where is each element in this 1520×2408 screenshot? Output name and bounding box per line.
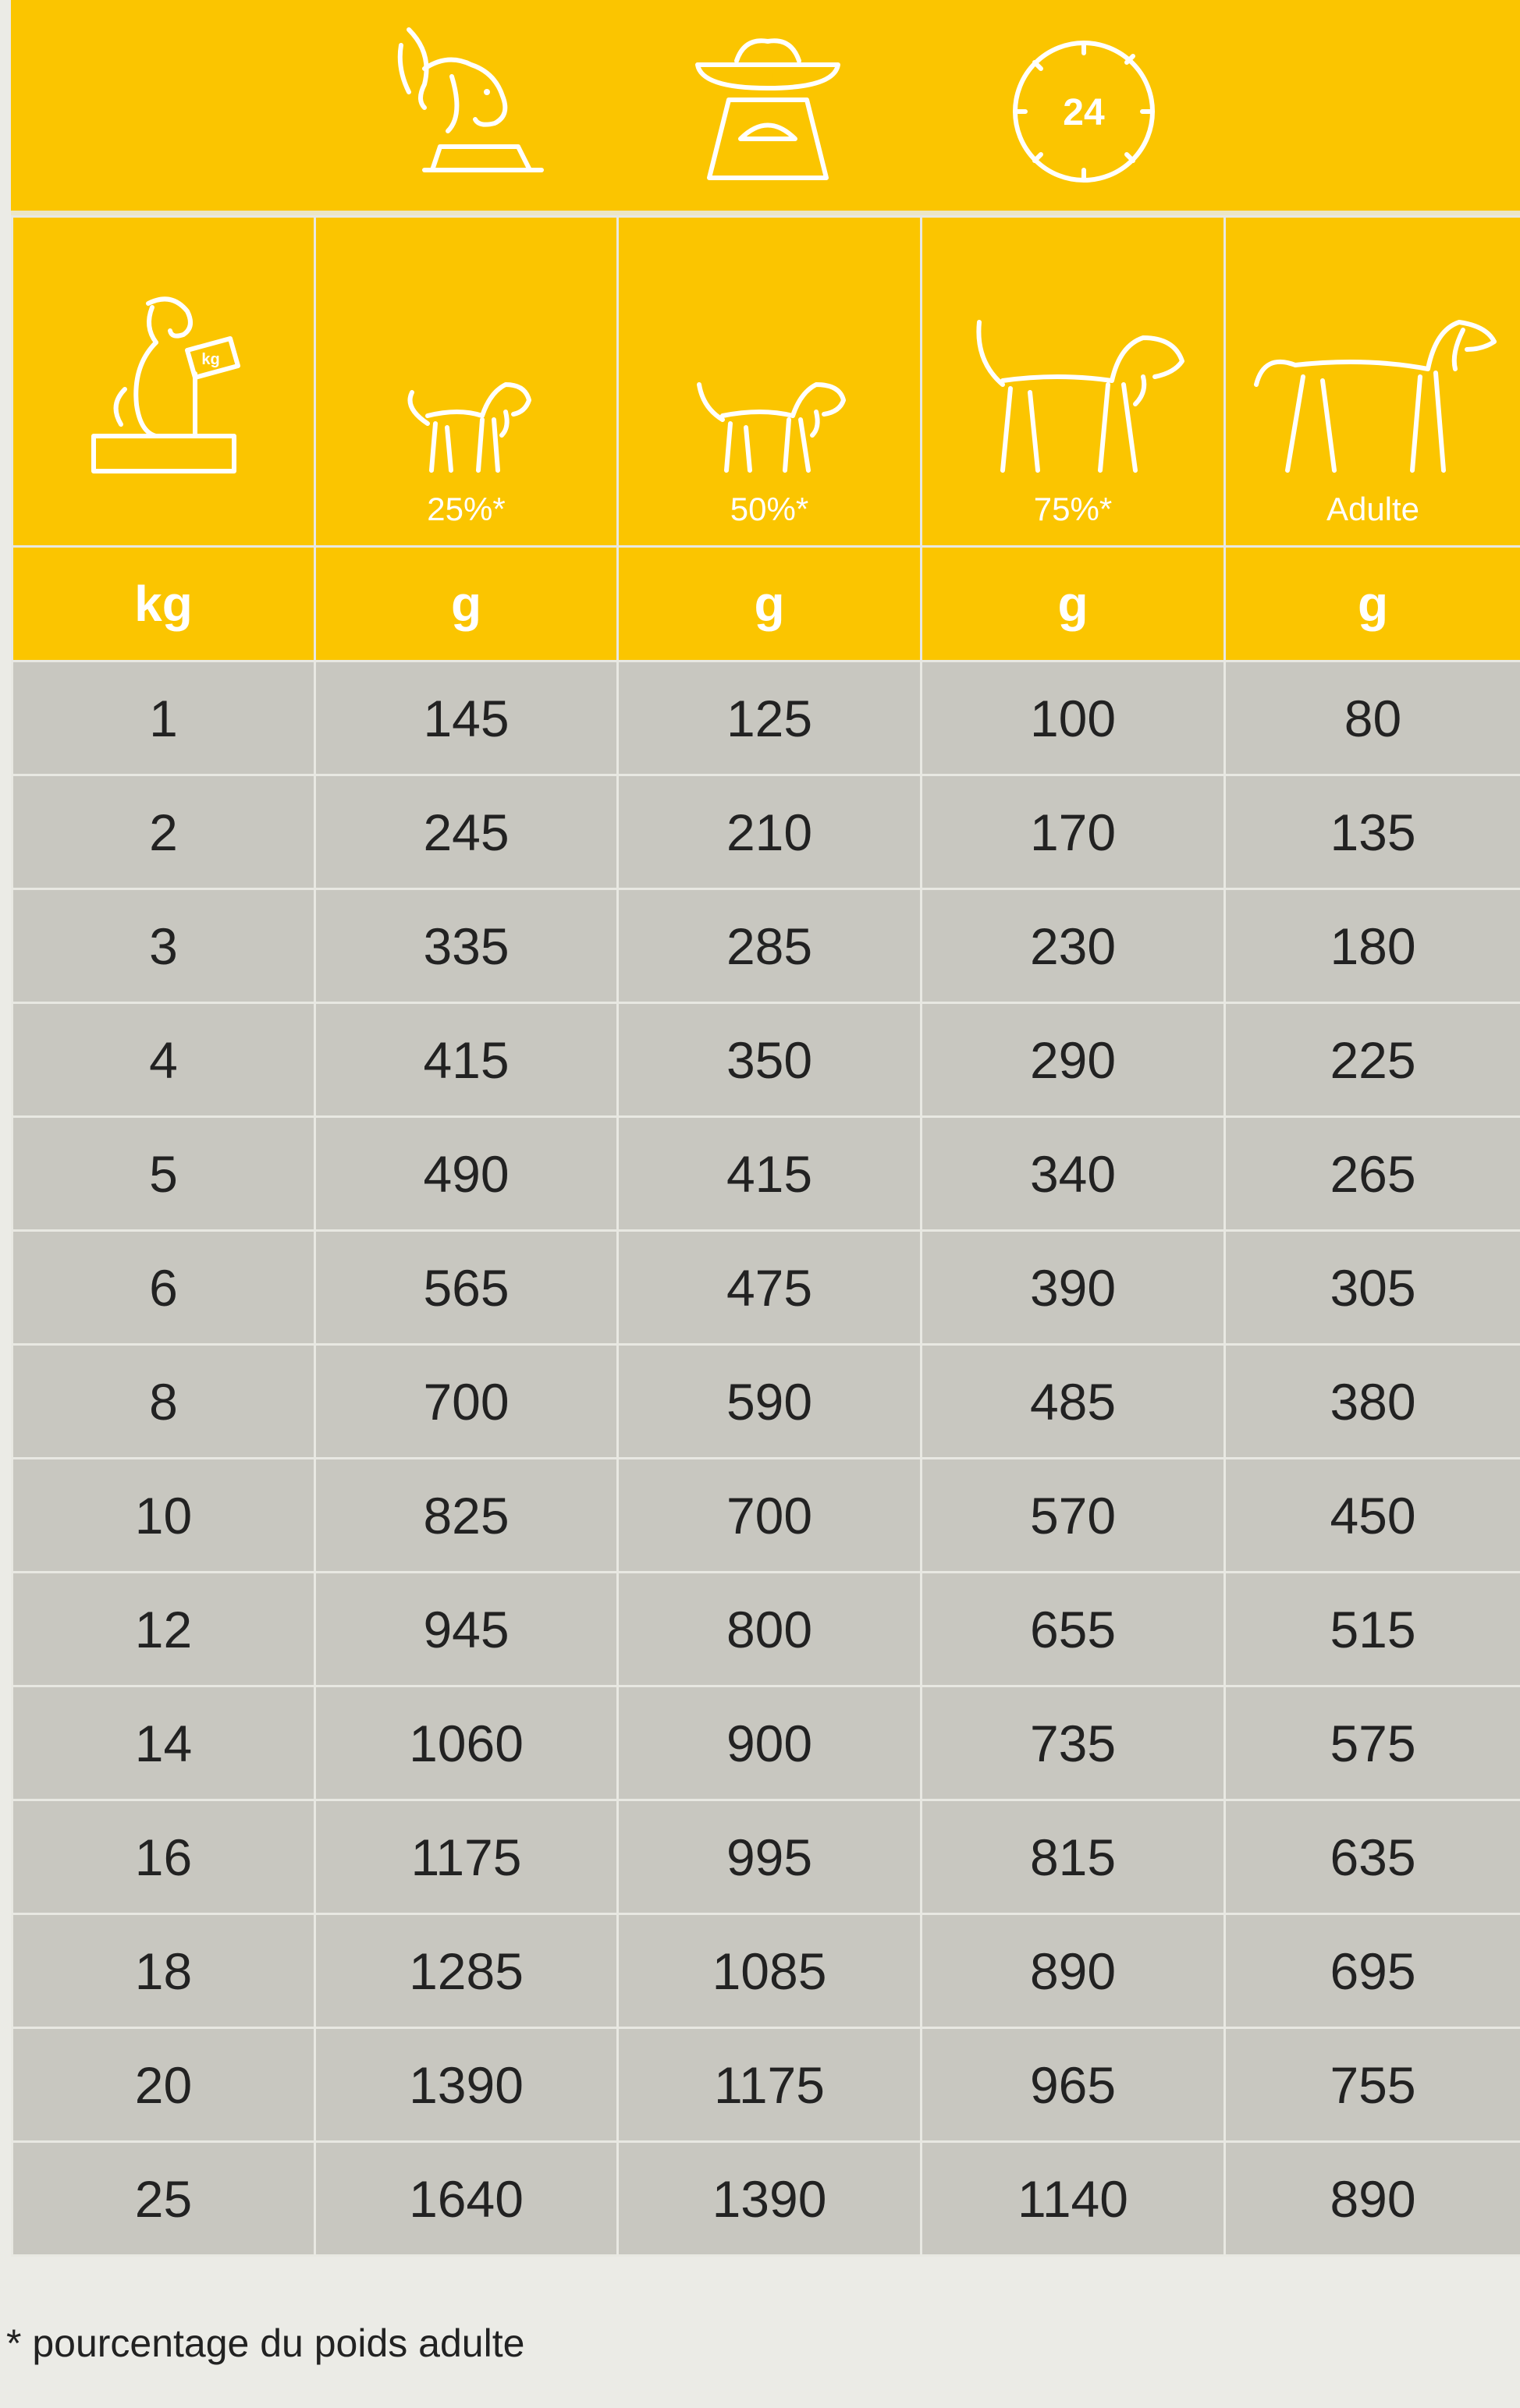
ration-cell: 1390 [618, 2142, 922, 2256]
ration-cell: 735 [922, 1686, 1225, 1800]
ration-cell: 945 [315, 1573, 618, 1686]
ration-cell: 590 [618, 1345, 922, 1459]
ration-cell: 800 [618, 1573, 922, 1686]
feeding-table-sheet [11, 0, 1520, 2257]
table-row [12, 2142, 1520, 2256]
puppy-small-icon [389, 353, 545, 486]
header-cell-adult [1225, 217, 1520, 547]
table-row [12, 661, 1520, 775]
table-row [12, 1800, 1520, 1914]
ration-cell: 995 [618, 1800, 922, 1914]
icon-header-row [12, 217, 1520, 547]
weight-cell: 3 [12, 889, 315, 1003]
ration-cell: 125 [618, 661, 922, 775]
footnote: * pourcentage du poids adulte [6, 2321, 525, 2365]
ration-cell: 265 [1225, 1117, 1520, 1231]
clock-label: 24 [1063, 92, 1105, 133]
weight-cell: 18 [12, 1914, 315, 2028]
ration-cell: 245 [315, 775, 618, 889]
adult-dog-icon [1248, 307, 1498, 486]
ration-cell: 1085 [618, 1914, 922, 2028]
header-cell-75 [922, 217, 1225, 547]
ration-cell: 135 [1225, 775, 1520, 889]
unit-cell: g [922, 547, 1225, 661]
ration-cell: 80 [1225, 661, 1520, 775]
ration-cell: 1060 [315, 1686, 618, 1800]
unit-row [12, 547, 1520, 661]
kg-badge: kg [201, 351, 220, 368]
ration-cell: 380 [1225, 1345, 1520, 1459]
ration-cell: 340 [922, 1117, 1225, 1231]
ration-cell: 825 [315, 1459, 618, 1573]
puppy-large-icon [956, 307, 1190, 486]
dog-on-scale-icon [78, 280, 250, 483]
weight-cell: 25 [12, 2142, 315, 2256]
weight-cell: 10 [12, 1459, 315, 1573]
food-scale-icon [682, 22, 854, 193]
dog-eating-icon [378, 22, 565, 193]
table-row [12, 1459, 1520, 1573]
unit-cell: g [1225, 547, 1520, 661]
ration-cell: 180 [1225, 889, 1520, 1003]
ration-cell: 225 [1225, 1003, 1520, 1117]
ration-cell: 170 [922, 775, 1225, 889]
ration-cell: 695 [1225, 1914, 1520, 2028]
header-cell-25 [315, 217, 618, 547]
header-cell-50 [618, 217, 922, 547]
ration-cell: 575 [1225, 1686, 1520, 1800]
ration-cell: 700 [315, 1345, 618, 1459]
ration-cell: 285 [618, 889, 922, 1003]
table-row [12, 2028, 1520, 2142]
ration-cell: 655 [922, 1573, 1225, 1686]
feeding-table [11, 215, 1520, 2257]
clock-24-icon [1002, 22, 1166, 186]
ration-cell: 350 [618, 1003, 922, 1117]
weight-cell: 12 [12, 1573, 315, 1686]
unit-cell: g [315, 547, 618, 661]
ration-cell: 145 [315, 661, 618, 775]
pct-label-25: 25%* [427, 491, 506, 527]
header-cell-weight [12, 217, 315, 547]
ration-cell: 570 [922, 1459, 1225, 1573]
ration-cell: 490 [315, 1117, 618, 1231]
table-row [12, 889, 1520, 1003]
ration-cell: 415 [618, 1117, 922, 1231]
ration-cell: 1140 [922, 2142, 1225, 2256]
ration-cell: 230 [922, 889, 1225, 1003]
ration-cell: 890 [1225, 2142, 1520, 2256]
ration-cell: 1175 [618, 2028, 922, 2142]
table-row [12, 1117, 1520, 1231]
weight-cell: 8 [12, 1345, 315, 1459]
table-row [12, 1914, 1520, 2028]
table-row [12, 1003, 1520, 1117]
ration-cell: 1285 [315, 1914, 618, 2028]
unit-cell: kg [12, 547, 315, 661]
ration-cell: 700 [618, 1459, 922, 1573]
ration-cell: 635 [1225, 1800, 1520, 1914]
ration-cell: 890 [922, 1914, 1225, 2028]
scale-label: g [762, 62, 774, 85]
icon-banner [11, 0, 1520, 211]
pct-label-50: 50%* [730, 491, 809, 527]
ration-cell: 1390 [315, 2028, 618, 2142]
ration-cell: 485 [922, 1345, 1225, 1459]
ration-cell: 900 [618, 1686, 922, 1800]
ration-cell: 100 [922, 661, 1225, 775]
weight-cell: 5 [12, 1117, 315, 1231]
ration-cell: 565 [315, 1231, 618, 1345]
table-body [12, 661, 1520, 2256]
weight-cell: 1 [12, 661, 315, 775]
ration-cell: 1640 [315, 2142, 618, 2256]
weight-cell: 2 [12, 775, 315, 889]
weight-cell: 6 [12, 1231, 315, 1345]
ration-cell: 450 [1225, 1459, 1520, 1573]
ration-cell: 1175 [315, 1800, 618, 1914]
unit-cell: g [618, 547, 922, 661]
weight-cell: 20 [12, 2028, 315, 2142]
ration-cell: 305 [1225, 1231, 1520, 1345]
pct-label-75: 75%* [1033, 491, 1113, 527]
weight-cell: 4 [12, 1003, 315, 1117]
ration-cell: 965 [922, 2028, 1225, 2142]
table-row [12, 1573, 1520, 1686]
ration-cell: 415 [315, 1003, 618, 1117]
ration-cell: 755 [1225, 2028, 1520, 2142]
ration-cell: 515 [1225, 1573, 1520, 1686]
table-row [12, 775, 1520, 889]
table-row [12, 1231, 1520, 1345]
puppy-medium-icon [684, 353, 855, 486]
ration-cell: 390 [922, 1231, 1225, 1345]
ration-cell: 475 [618, 1231, 922, 1345]
pct-label-adult: Adulte [1326, 491, 1420, 527]
ration-cell: 290 [922, 1003, 1225, 1117]
ration-cell: 815 [922, 1800, 1225, 1914]
table-row [12, 1345, 1520, 1459]
table-row [12, 1686, 1520, 1800]
ration-cell: 335 [315, 889, 618, 1003]
weight-cell: 14 [12, 1686, 315, 1800]
ration-cell: 210 [618, 775, 922, 889]
weight-cell: 16 [12, 1800, 315, 1914]
